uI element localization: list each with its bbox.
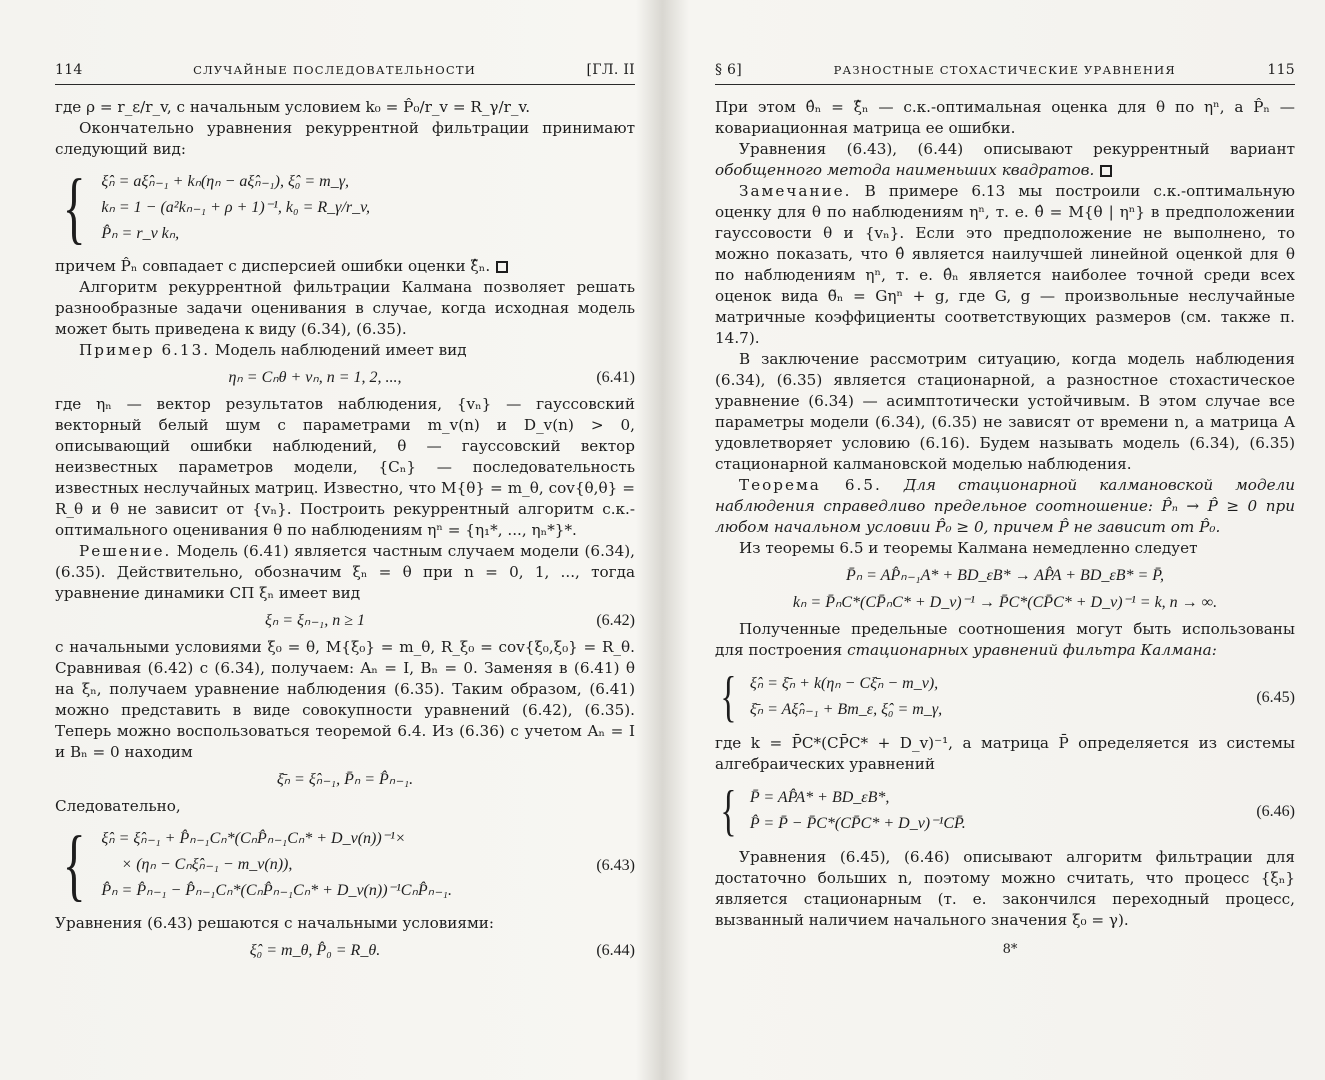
- equation-line: ξ̂ₙ = ξ̂ₙ₋₁ + P̂ₙ₋₁Cₙ*(CₙP̂ₙ₋₁Cₙ* + D_v(n))⁻¹×: [101, 830, 406, 847]
- equation-line: P̂ₙ = P̂ₙ₋₁ − P̂ₙ₋₁Cₙ*(CₙP̂ₙ₋₁Cₙ* + D_v(n))⁻¹CₙP̂ₙ₋₁.: [101, 882, 452, 899]
- paragraph: причем P̂ₙ совпадает с дисперсией ошибки оценки ξ̂ₙ.: [55, 256, 635, 277]
- equation-system: [55, 821, 635, 909]
- theorem-paragraph: Теорема 6.5. Для стационарной калмановской модели наблюдения справедливо предельное соотношение: P̂ₙ → P̂ ≥ 0 при любом начальном условии P̂₀ ≥ 0, причем P̂ не зависит от P̂₀.: [715, 476, 1296, 536]
- equation: [715, 565, 1295, 586]
- example-heading: Пример 6.13. Модель наблюдений имеет вид: [79, 341, 467, 359]
- left-running-title: СЛУЧАЙНЫЕ ПОСЛЕДОВАТЕЛЬНОСТИ: [193, 63, 477, 77]
- brace: {: [62, 821, 86, 909]
- right-page-number: 115: [1267, 62, 1295, 78]
- left-chapter: [ГЛ. II: [586, 62, 635, 78]
- paragraph: Полученные предельные соотношения могут быть использованы для построения стационарных уравнений фильтра Калмана:: [715, 620, 1295, 659]
- right-page: [715, 60, 1295, 1060]
- equation-number: (6.46): [1256, 802, 1295, 820]
- left-running-head: [55, 60, 635, 85]
- equation-body: ξₙ = ξₙ₋₁, n ≥ 1: [264, 612, 366, 629]
- signature-mark: 8*: [1002, 942, 1018, 957]
- equation-body: ηₙ = Cₙθ + vₙ, n = 1, 2, ...,: [228, 369, 402, 386]
- equation-body: P̄ₙ = AP̂ₙ₋₁A* + BD_εB* → AP̂A + BD_εB* = P̄,: [846, 567, 1164, 584]
- equation-system: [715, 780, 1295, 842]
- paragraph: Уравнения (6.43) решаются с начальными условиями:: [55, 914, 495, 932]
- paragraph: В заключение рассмотрим ситуацию, когда модель наблюдения (6.34), (6.35) является стационарной, а разностное стохастическое уравнение (6.34) — асимптотически устойчивым. В этом случае все параметры модели (6.34), (6.35) не зависят от времени n, а матрица A удовлетворяет условию (6.16). Будем называть модель (6.34), (6.35) стационарной калмановской моделью наблюдения.: [715, 350, 1295, 473]
- equation: [55, 367, 635, 388]
- paragraph: При этом θ̂ₙ = ξ̂ₙ — с.к.-оптимальная оценка для θ по ηⁿ, а P̂ₙ — ковариационная матрица ее ошибки.: [715, 98, 1295, 137]
- equation: [55, 610, 635, 631]
- equation-line: kₙ = 1 − (a²kₙ₋₁ + ρ + 1)⁻¹, k₀ = R_γ/r_v,: [101, 199, 371, 216]
- left-page-number: 114: [55, 62, 83, 78]
- equation-system: [715, 666, 1295, 728]
- brace: {: [720, 666, 737, 728]
- equation: [55, 769, 635, 790]
- right-running-head: [715, 60, 1295, 85]
- paragraph: Окончательно уравнения рекуррентной фильтрации принимают следующий вид:: [55, 119, 635, 158]
- equation-body: kₙ = P̄ₙC*(CP̄ₙC* + D_v)⁻¹ → P̄C*(CP̄C* + D_v)⁻¹ = k, n → ∞.: [792, 594, 1218, 611]
- qed-square-icon: [1100, 165, 1112, 177]
- equation-line: P̂ = P̄ − P̄C*(CP̄C* + D_v)⁻¹CP̄.: [749, 815, 966, 832]
- paragraph: Следовательно,: [55, 797, 181, 815]
- equation-line: P̂ₙ = r_v kₙ,: [101, 225, 180, 242]
- brace: {: [62, 164, 86, 252]
- paragraph: Алгоритм рекуррентной фильтрации Калмана позволяет решать разнообразные задачи оценивания в случае, когда исходная модель может быть приведена к виду (6.34), (6.35).: [55, 278, 635, 338]
- equation-line: × (ηₙ − Cₙξ̂ₙ₋₁ − m_v(n)),: [121, 856, 293, 873]
- equation: [55, 940, 635, 961]
- qed-square-icon: [496, 261, 508, 273]
- remark-paragraph: Замечание. В примере 6.13 мы построили с.к.-оптимальную оценку для θ по наблюдениям ηⁿ, т. е. θ̂ = M{θ | ηⁿ} в предположении гауссовости θ и {vₙ}. Если это предположение не выполнено, то можно показать, что θ̂ является наилучшей линейной оценкой для θ по наблюдениям ηⁿ, т. е. θ̂ₙ является наиболее точной среди всех оценок вида θ̃ₙ = Gηⁿ + g, где G, g — произвольные неслучайные матричные коэффициенты соответствующих размеров (см. также п. 14.7).: [715, 182, 1296, 347]
- left-page: [55, 60, 635, 1060]
- paragraph: Из теоремы 6.5 и теоремы Калмана немедленно следует: [739, 539, 1198, 557]
- equation-number: (6.43): [596, 856, 635, 874]
- equation-number: (6.44): [596, 942, 635, 959]
- brace: {: [720, 780, 737, 842]
- equation-number: (6.42): [596, 612, 635, 629]
- equation-number: (6.45): [1256, 688, 1295, 706]
- paragraph: с начальными условиями ξ₀ = θ, M{ξ₀} = m_θ, R_ξ₀ = cov{ξ₀,ξ₀} = R_θ. Сравнивая (6.42) с (6.34), получаем: Aₙ = I, Bₙ = 0. Заменяя в (6.41) θ на ξₙ, получаем уравнение наблюдения (6.35). Таким образом, (6.41) можно представить в виде совокупности уравнений (6.42), (6.35). Теперь можно воспользоваться теоремой 6.4. Из (6.36) с учетом Aₙ = I и Bₙ = 0 находим: [55, 638, 635, 761]
- equation-line: ξ̄ₙ = Aξ̂ₙ₋₁ + Bm_ε, ξ̂₀ = m_γ,: [749, 701, 943, 718]
- right-section: § 6]: [715, 62, 743, 78]
- equation: [715, 592, 1295, 613]
- equation-number: (6.41): [596, 369, 635, 386]
- paragraph: Уравнения (6.43), (6.44) описывают рекуррентный вариант обобщенного метода наименьших квадратов.: [715, 140, 1295, 179]
- right-running-title: РАЗНОСТНЫЕ СТОХАСТИЧЕСКИЕ УРАВНЕНИЯ: [833, 63, 1176, 77]
- paragraph: где ηₙ — вектор результатов наблюдения, {vₙ} — гауссовский векторный белый шум с параметрами m_v(n) и D_v(n) > 0, описывающий ошибки наблюдений, θ — гауссовский вектор неизвестных параметров модели, {Cₙ} — последовательность известных неслучайных матриц. Известно, что M{θ} = m_θ, cov{θ,θ} = R_θ и θ не зависит от {vₙ}. Построить рекуррентный алгоритм с.к.-оптимального оценивания θ по наблюдениям ηⁿ = {η₁*, ..., ηₙ*}*.: [55, 395, 635, 539]
- equation-body: ξ̄ₙ = ξ̂ₙ₋₁, P̄ₙ = P̂ₙ₋₁.: [276, 771, 414, 788]
- equation-line: P̄ = AP̂A* + BD_εB*,: [749, 789, 890, 806]
- equation-body: ξ̂₀ = m_θ, P̂₀ = R_θ.: [249, 942, 381, 959]
- solution-paragraph: Решение. Модель (6.41) является частным случаем модели (6.34), (6.35). Действительно, обозначим ξₙ = θ при n = 0, 1, ..., тогда уравнение динамики СП ξₙ имеет вид: [55, 542, 636, 602]
- paragraph: где k = P̄C*(CP̄C* + D_v)⁻¹, а матрица P̄ определяется из системы алгебраических уравнений: [715, 734, 1295, 773]
- paragraph: где ρ = r_ε/r_v, с начальным условием k₀ = P̂₀/r_v = R_γ/r_v.: [55, 98, 531, 116]
- paragraph: Уравнения (6.45), (6.46) описывают алгоритм фильтрации для достаточно больших n, поэтому можно считать, что процесс {ξₙ} является стационарным (т. е. закончился переходный процесс, вызванный наличием начального значения ξ₀ = γ).: [715, 848, 1295, 929]
- equation-line: ξ̂ₙ = ξ̄ₙ + k(ηₙ − Cξ̄ₙ − m_v),: [749, 675, 939, 692]
- equation-system: [55, 164, 635, 252]
- equation-line: ξ̂ₙ = aξ̂ₙ₋₁ + kₙ(ηₙ − aξ̂ₙ₋₁), ξ̂₀ = m_γ,: [101, 173, 350, 190]
